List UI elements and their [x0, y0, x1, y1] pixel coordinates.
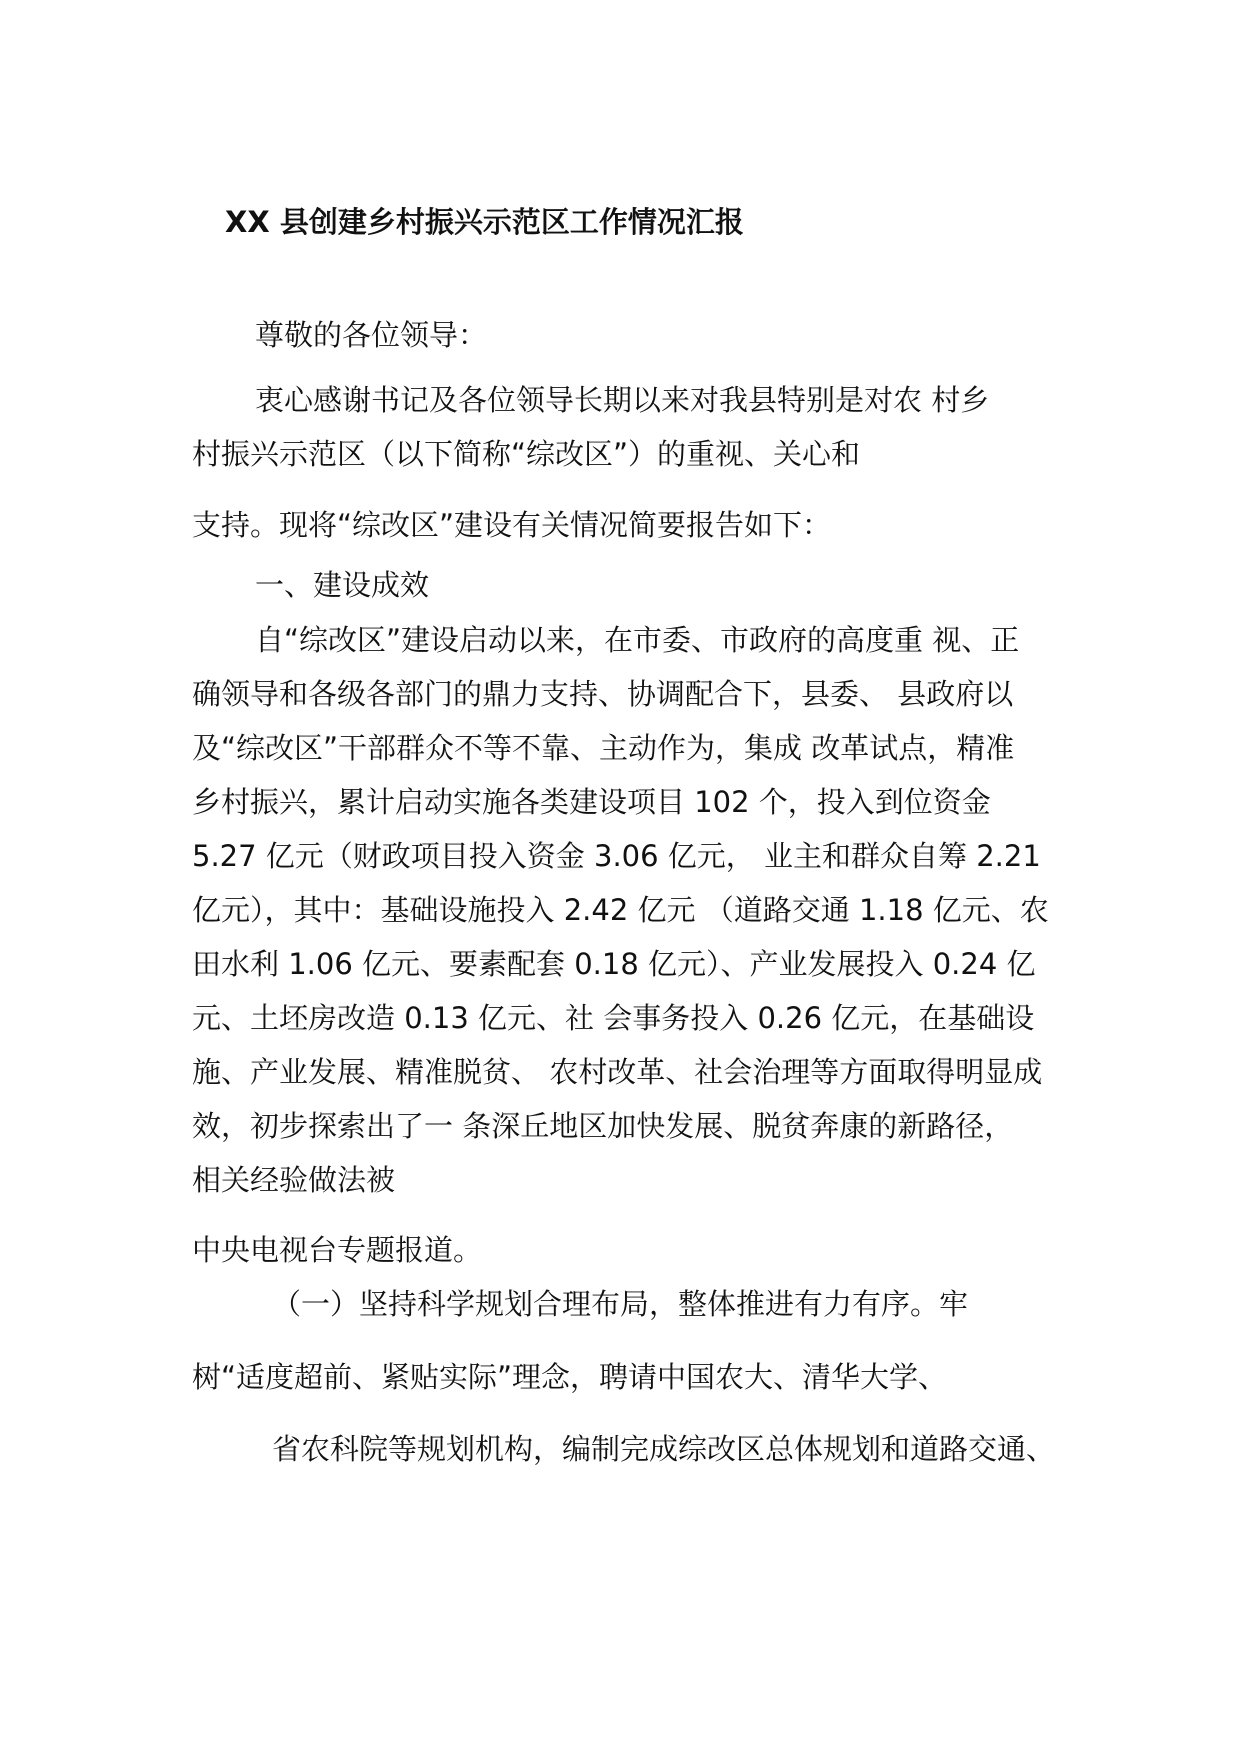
body-line: 元、土坯房改造 0.13 亿元、社 会事务投入 0.26 亿元，在基础设	[192, 1001, 1035, 1035]
body-line: 确领导和各级各部门的鼎力支持、协调配合下，县委、 县政府以	[192, 677, 1014, 711]
body-line: 省农科院等规划机构，编制完成综改区总体规划和道路交通、	[272, 1432, 1056, 1466]
subsection-heading: （一）坚持科学规划合理布局，整体推进有力有序。牢	[272, 1287, 969, 1321]
body-line: 及“综改区”干部群众不等不靠、主动作为，集成 改革试点，精准	[192, 731, 1015, 765]
document-title: XX 县创建乡村振兴示范区工作情况汇报	[225, 205, 744, 239]
body-line: 树“适度超前、紧贴实际”理念，聘请中国农大、清华大学、	[192, 1360, 948, 1394]
body-line: 施、产业发展、精准脱贫、 农村改革、社会治理等方面取得明显成	[192, 1055, 1043, 1089]
salutation: 尊敬的各位领导：	[255, 318, 488, 352]
body-line: 5.27 亿元（财政项目投入资金 3.06 亿元， 业主和群众自筹 2.21	[192, 839, 1041, 873]
section-heading: 一、建设成效	[255, 568, 430, 602]
body-line: 效，初步探索出了一 条深丘地区加快发展、脱贫奔康的新路径，	[192, 1109, 1014, 1143]
body-line: 支持。现将“综改区”建设有关情况简要报告如下：	[192, 508, 832, 542]
body-line: 田水利 1.06 亿元、要素配套 0.18 亿元）、产业发展投入 0.24 亿	[192, 947, 1036, 981]
body-line: 亿元），其中：基础设施投入 2.42 亿元 （道路交通 1.18 亿元、农	[192, 893, 1049, 927]
body-line: 中央电视台专题报道。	[192, 1233, 483, 1267]
body-line: 衷心感谢书记及各位领导长期以来对我县特别是对农 村乡	[255, 383, 990, 417]
body-line: 相关经验做法被	[192, 1163, 396, 1197]
body-line: 乡村振兴，累计启动实施各类建设项目 102 个，投入到位资金	[192, 785, 991, 819]
body-line: 自“综改区”建设启动以来，在市委、市政府的高度重 视、正	[255, 623, 1020, 657]
body-line: 村振兴示范区（以下简称“综改区”）的重视、关心和	[192, 437, 861, 471]
